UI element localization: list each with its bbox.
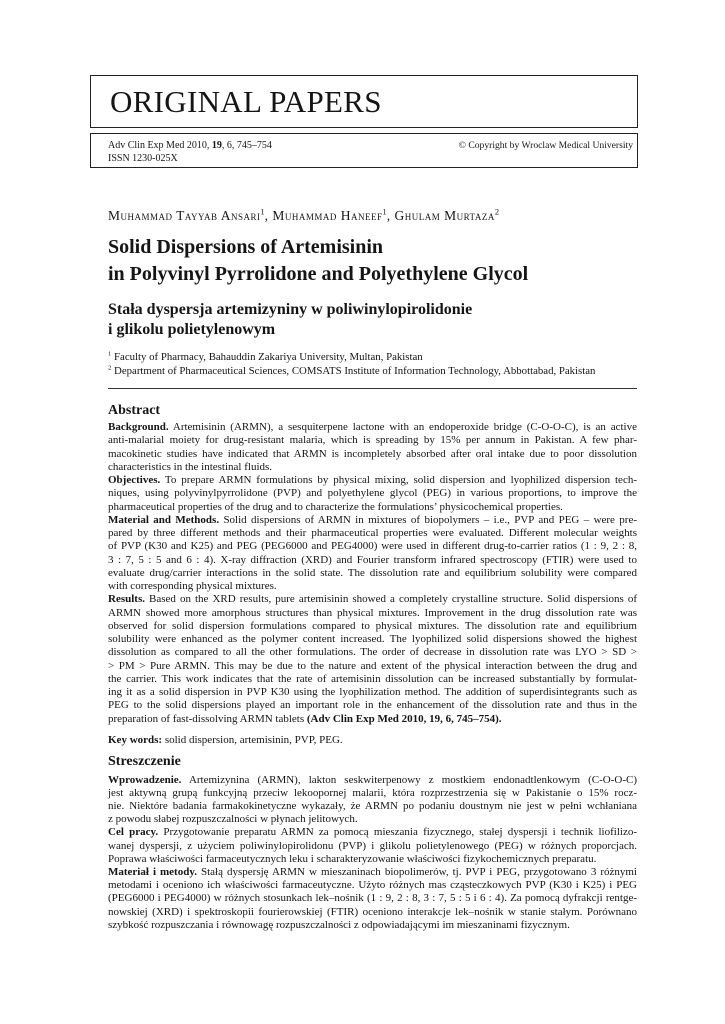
copyright: © Copyright by Wroclaw Medical University bbox=[458, 140, 633, 151]
journal-section-title: ORIGINAL PAPERS bbox=[110, 84, 382, 119]
abstract-line: dissolution as compared to all the other formulations. The order of decrease in dissolution rate was LYO > SD > bbox=[108, 646, 637, 659]
abstract-line: > PM > Pure ARMN. This may be due to the nature and extent of the physical interaction between the drug and bbox=[108, 659, 637, 672]
section-label: Wprowadzenie. bbox=[108, 773, 182, 786]
author-affiliation-mark: 1 bbox=[382, 207, 387, 217]
abstract-line: evaluate drug/carrier interactions in the solid state. The dissolution rate and equilibrium solubility were compared bbox=[108, 566, 637, 579]
affiliations bbox=[108, 350, 637, 378]
line-text: Przygotowanie preparatu ARMN za pomocą mieszania fizycznego, stałej dyspersji i technik liofilizo- bbox=[163, 826, 637, 839]
keywords-text: solid dispersion, artemisinin, PVP, PEG. bbox=[164, 733, 343, 746]
streszczenie-line: jest aktywną grupą funkcyjną przeciw lekoopornej malarii, która rozprzestrzenia się w Pakistanie o 15% rocz- bbox=[108, 786, 637, 799]
paper-title-line: in Polyvinyl Pyrrolidone and Polyethylene Glycol bbox=[108, 263, 529, 285]
keywords-label: Key words: bbox=[108, 733, 163, 746]
abstract-line: the carrier. This work indicates that the rate of artemisinin dissolution can be increased substantially by formulat- bbox=[108, 672, 637, 685]
journal-section-box bbox=[90, 75, 638, 128]
abstract-line: PEG to the solid dispersions played an important role in the enhancement of the dissolution rate and thus in the bbox=[108, 699, 637, 712]
divider-rule bbox=[108, 388, 637, 389]
author-separator: , bbox=[264, 208, 273, 223]
abstract-line: 3 : 7, 5 : 5 and 6 : 4). X-ray diffraction (XRD) and Fourier transform infrared spectroscopy (FTIR) were used to bbox=[108, 553, 637, 566]
affiliation-text: Department of Pharmaceutical Sciences, COMSATS Institute of Information Technology, Abbottabad, Pakistan bbox=[114, 365, 596, 377]
line-text: Solid dispersions of ARMN in mixtures of biopolymers – i.e., PVP and PEG – were pre- bbox=[223, 513, 638, 526]
streszczenie-line: z powodu słabej rozpuszczalności w płynach jelitowych. bbox=[108, 813, 358, 826]
paper-title-line: Solid Dispersions of Artemisinin bbox=[108, 236, 384, 258]
section-label: Results. bbox=[108, 593, 145, 606]
issn: ISSN 1230-025X bbox=[108, 153, 178, 164]
section-label: Material and Methods. bbox=[108, 513, 220, 526]
section-label: Objectives. bbox=[108, 474, 161, 486]
author-affiliation-mark: 1 bbox=[260, 207, 265, 217]
streszczenie-line: wanej dyspersji, z użyciem poliwinylopirolidonu (PVP) i glikolu polietylenowego (PEG) w różnych proporcjach. bbox=[108, 839, 637, 852]
author-name: Ghulam Murtaza bbox=[394, 208, 495, 223]
section-label: Cel pracy. bbox=[108, 826, 159, 839]
line-text: Based on the XRD results, pure artemisinin showed a completely crystalline structure. Solid dispersions of bbox=[149, 593, 637, 606]
citation-info bbox=[108, 139, 272, 165]
author-name: Muhammad Haneef bbox=[272, 208, 383, 223]
abstract-line bbox=[108, 514, 637, 527]
citation-box bbox=[90, 133, 638, 168]
line-text: Stałą dyspersję ARMN w mieszaninach biopolimerów, tj. PVP i PEG, przygotowano 3 różnymi bbox=[201, 865, 637, 878]
author-affiliation-mark: 2 bbox=[494, 207, 500, 217]
affiliation-number: 1 bbox=[108, 350, 112, 358]
abstract-line: pharmaceutical properties of the drug and to characterize the formulations’ physicochemical properties. bbox=[108, 500, 563, 513]
line-text: Artemisinin (ARMN), a sesquiterpene lactone with an endoperoxide bridge (C-O-O-C), is an active bbox=[172, 421, 637, 433]
section-label: Background. bbox=[108, 421, 169, 433]
citation-volume: 19 bbox=[211, 140, 222, 151]
streszczenie-line: metodami i oceniono ich właściwości farmaceutyczne. Użyto różnych mas cząsteczkowych PVP (K30 i K25) i PEG bbox=[108, 879, 637, 892]
line-text: To prepare ARMN formulations by physical mixing, solid dispersion and lyophilized dispersion tech- bbox=[164, 474, 637, 486]
streszczenie-line bbox=[108, 866, 637, 879]
abstract-line: anti-malarial moiety for drug-resistant malaria, which is spreading by 15% per annum in Pakistan. A few phar- bbox=[108, 434, 637, 447]
citation-journal: Adv Clin Exp Med 2010, bbox=[108, 140, 212, 151]
abstract-line: ARMN showed more amorphous structures than physical mixtures. Improvement in the drug dissolution rate was bbox=[108, 606, 637, 619]
streszczenie-line: szybkość rozpuszczania i równowagę rozpuszczalności z odpowiadającymi im mieszaninami fizycznym. bbox=[108, 918, 570, 931]
abstract-line: ing it as a solid dispersion in PVP K30 using the lyophilization method. The addition of superdisintegrants such as bbox=[108, 686, 637, 698]
streszczenie-body bbox=[108, 774, 637, 932]
streszczenie-heading: Streszczenie bbox=[108, 754, 181, 769]
author-name: Muhammad Tayyab Ansari bbox=[108, 208, 261, 223]
citation-pages: , 6, 745–754 bbox=[221, 140, 272, 151]
paper-title bbox=[108, 234, 637, 288]
abstract-line: of PVP (K30 and K25) and PEG (PEG6000 and PEG4000) were used in different drug-to-carrier ratios (1 : 9, 2 : 8, bbox=[108, 540, 637, 553]
abstract-line bbox=[108, 593, 637, 606]
abstract-line bbox=[108, 474, 637, 487]
abstract-line bbox=[108, 421, 637, 434]
paper-title-polish bbox=[108, 300, 637, 340]
abstract-line: with corresponding physical mixtures. bbox=[108, 580, 277, 592]
affiliation bbox=[108, 350, 637, 364]
abstract-line: solubility were enhanced as the polymer content increased. The lyophilized solid dispersions showed the highest bbox=[108, 633, 637, 645]
author-separator: , bbox=[386, 208, 395, 223]
streszczenie-line bbox=[108, 826, 637, 839]
abstract-line: macokinetic studies have indicated that ARMN is incompletely absorbed after oral intake due to poor dissolution bbox=[108, 447, 637, 460]
affiliation-text: Faculty of Pharmacy, Bahauddin Zakariya University, Multan, Pakistan bbox=[114, 351, 423, 363]
paper-title-polish-line: Stała dyspersja artemizyniny w poliwinylopirolidonie bbox=[108, 301, 473, 318]
affiliation-number: 2 bbox=[108, 364, 112, 372]
line-text: preparation of fast-dissolving ARMN tablets bbox=[108, 712, 305, 725]
abstract-citation: (Adv Clin Exp Med 2010, 19, 6, 745–754). bbox=[306, 712, 502, 725]
abstract-heading: Abstract bbox=[108, 403, 161, 418]
streszczenie-line: Poprawa właściwości farmaceutycznych leku i scharakteryzowanie właściwości fizykochemicznych preparatu. bbox=[108, 852, 597, 865]
streszczenie-line: (PEG6000 i PEG4000) w różnych stosunkach lek–nośnik (1 : 9, 2 : 8, 3 : 7, 5 : 5 i 6 : 4). Za pomocą dyfrakcji rentge- bbox=[108, 892, 637, 905]
keywords bbox=[108, 734, 637, 747]
streszczenie-line: nie. Niektóre badania farmakokinetyczne wykazały, że ARMN po podaniu doustnym nie jest w pełni wchłaniana bbox=[108, 799, 637, 812]
abstract-line: observed for solid dispersion formulations compared to physical mixtures. The dissolution rate and equilibrium bbox=[108, 619, 637, 632]
paper-title-polish-line: i glikolu polietylenowym bbox=[108, 321, 276, 338]
streszczenie-line: nowskiej (XRD) i spektroskopii fourierowskiej (FTIR) oceniono interakcje lek–nośnik w stanie stałym. Porównano bbox=[108, 905, 637, 918]
line-text: Artemizynina (ARMN), lakton seskwiterpenowy z mostkiem endonadtlenkowym (C-O-O-C) bbox=[188, 773, 637, 786]
streszczenie-line bbox=[108, 774, 637, 787]
abstract-line: characteristics in the intestinal fluids. bbox=[108, 460, 273, 473]
affiliation bbox=[108, 364, 637, 378]
abstract-line: pared by three different methods and their pharmaceutical properties were evaluated. Different molecular weights bbox=[108, 527, 637, 539]
section-label: Materiał i metody. bbox=[108, 865, 197, 878]
citation-line bbox=[108, 139, 272, 152]
abstract-line: niques, using polyvinylpyrrolidone (PVP) and polyethylene glycol (PEG) in various proportions, to improve the bbox=[108, 487, 637, 500]
author-list bbox=[108, 208, 637, 224]
abstract-line bbox=[108, 713, 637, 726]
abstract-body bbox=[108, 421, 637, 726]
